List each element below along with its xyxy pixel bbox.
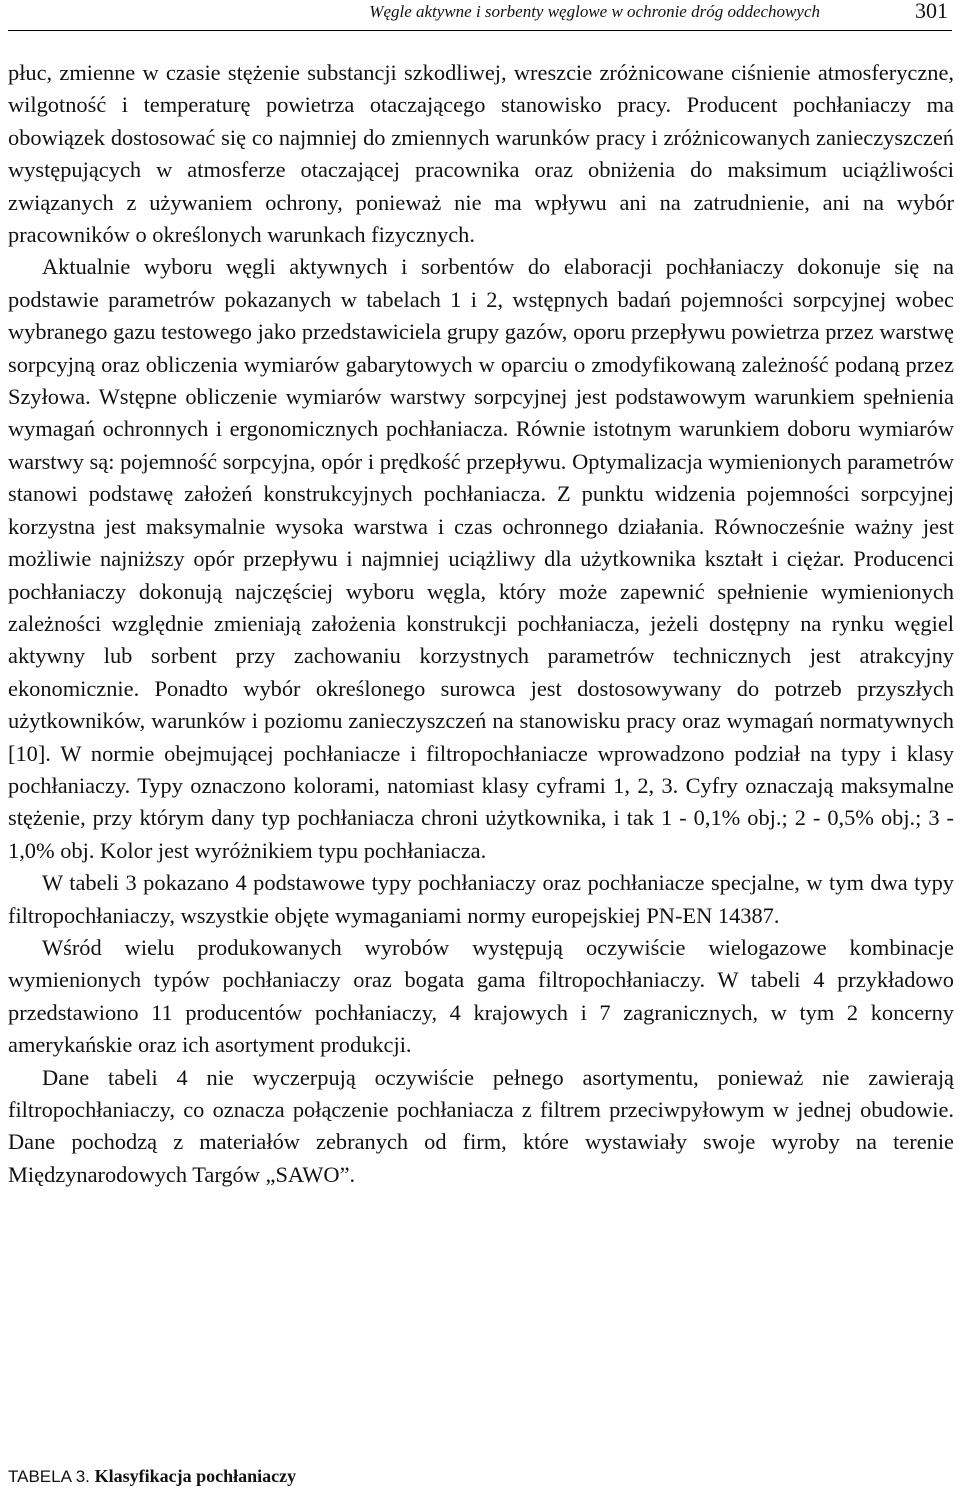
- table-caption-label: TABELA 3.: [8, 1467, 90, 1486]
- paragraph-table-4-notes: Dane tabeli 4 nie wyczerpują oczywiście pełnego asortymentu, ponieważ nie zawierają filtropochłaniaczy, co oznacza połączenie pochłaniacza z filtrem przeciwpyłowym w jednej obudowie. Dane pochodzą z materiałów zebranych od firm, które wystawiały swoje wyroby na terenie Międzynarodowych Targów „SAWO”.: [8, 1064, 954, 1187]
- paragraph-continuation: płuc, zmienne w czasie stężenie substancji szkodliwej, wreszcie zróżnicowane ciśnienie atmosferyczne, wilgotność i temperaturę powietrza otaczającego stanowisko pracy. Producent pochłaniaczy ma obowiązek dostosować się co najmniej do zmiennych warunków pracy i zróżnicowanych zanieczyszczeń występujących w atmosferze otaczającej pracownika oraz obniżenia do maksimum uciążliwości związanych z używaniem ochrony, ponieważ nie ma wpływu ani na zatrudnienie, ani na wybór pracowników o określonych warunkach fizycznych.: [8, 60, 954, 248]
- paragraph-table-3-intro: W tabeli 3 pokazano 4 podstawowe typy pochłaniaczy oraz pochłaniacze specjalne, w tym dwa typy filtropochłaniaczy, wszystkie objęte wymaganiami normy europejskiej PN-EN 14387.: [8, 870, 954, 928]
- table-caption: [8, 1466, 296, 1487]
- paragraph-selection-criteria: Aktualnie wyboru węgli aktywnych i sorbentów do elaboracji pochłaniaczy dokonuje się na podstawie parametrów pokazanych w tabelach 1 i 2, wstępnych badań pojemności sorpcyjnej wobec wybranego gazu testowego jako przedstawiciela grupy gazów, oporu przepływu powietrza przez warstwę sorpcyjną oraz obliczenia wymiarów gabarytowych w oparciu o zmodyfikowaną zależność podaną przez Szyłowa. Wstępne obliczenie wymiarów warstwy sorpcyjnej jest podstawowym warunkiem spełnienia wymagań ochronnych i ergonomicznych pochłaniacza. Równie istotnym warunkiem doboru wymiarów warstwy są: pojemność sorpcyjna, opór i prędkość przepływu. Optymalizacja wymienionych parametrów stanowi podstawę założeń konstrukcyjnych pochłaniacza. Z punktu widzenia pojemności sorpcyjnej korzystna jest maksymalnie wysoka warstwa i czas ochronnego działania. Równocześnie ważny jest możliwie najniższy opór przepływu i najmniej uciążliwy dla użytkownika kształt i ciężar. Producenci pochłaniaczy dokonują najczęściej wyboru węgla, który może zapewnić spełnienie wymienionych zależności względnie zmieniają założenia konstrukcji pochłaniacza, jeżeli dostępny na rynku węgiel aktywny lub sorbent przy zachowaniu korzystnych parametrów technicznych jest atrakcyjny ekonomicznie. Ponadto wybór określonego surowca jest dostosowywany do potrzeb przyszłych użytkowników, warunków i poziomu zanieczyszczeń na stanowisku pracy oraz wymagań normatywnych [10]. W normie obejmującej pochłaniacze i filtropochłaniacze wprowadzono podział na typy i klasy pochłaniaczy. Typy oznaczono kolorami, natomiast klasy cyframi 1, 2, 3. Cyfry oznaczają maksymalne stężenie, przy którym dany typ pochłaniacza chroni użytkownika, i tak 1 - 0,1% obj.; 2 - 0,5% obj.; 3 - 1,0% obj. Kolor jest wyróżnikiem typu pochłaniacza.: [8, 254, 954, 863]
- paragraph-producers: Wśród wielu produkowanych wyrobów występują oczywiście wielogazowe kombinacje wymienionych typów pochłaniaczy oraz bogata gama filtropochłaniaczy. W tabeli 4 przykładowo przedstawiono 11 producentów pochłaniaczy, 4 krajowych i 7 zagranicznych, w tym 2 koncerny amerykańskie oraz ich asortyment produkcji.: [8, 934, 954, 1058]
- running-header: [8, 0, 952, 31]
- table-caption-title: Klasyfikacja pochłaniaczy: [94, 1466, 297, 1486]
- body-text: [8, 57, 954, 1191]
- page-number: 301: [915, 0, 948, 23]
- running-title: Węgle aktywne i sorbenty węglowe w ochronie dróg oddechowych: [369, 2, 820, 21]
